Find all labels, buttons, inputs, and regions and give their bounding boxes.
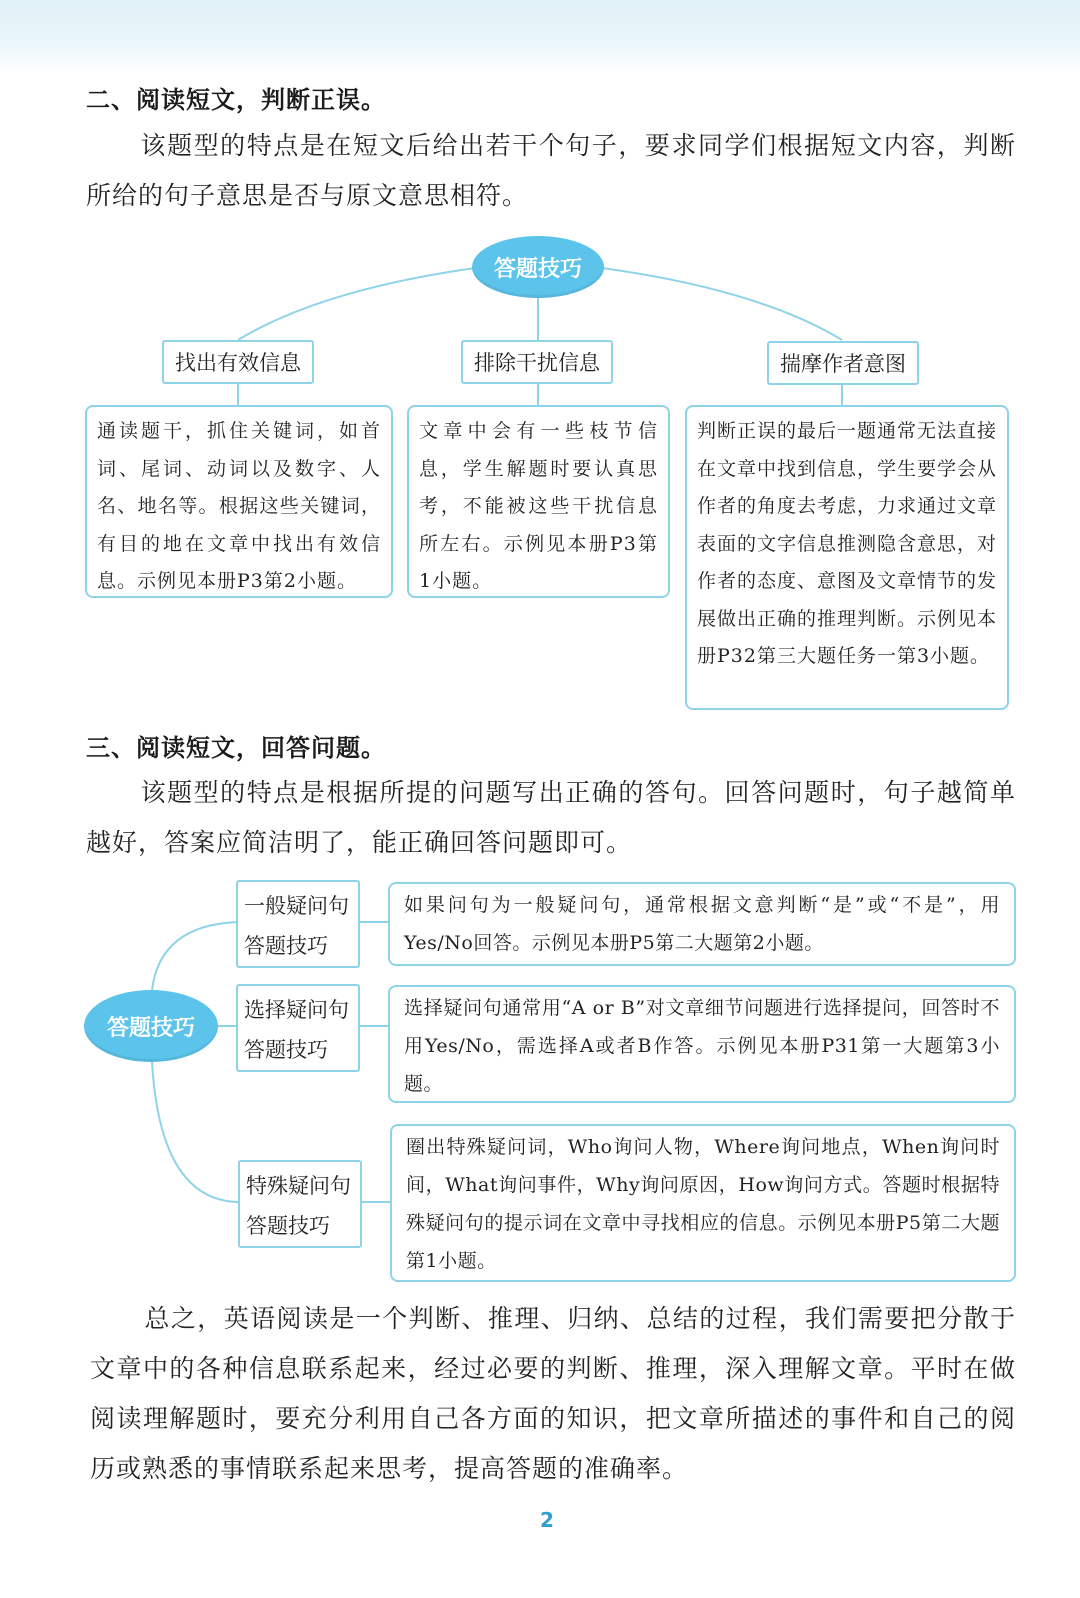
conclusion-paragraph — [90, 1294, 1016, 1494]
connector-s2-left — [238, 268, 475, 340]
section2-intro-text: 该题型的特点是在短文后给出若干个句子，要求同学们根据短文内容，判断所给的句子意思是否与原文意思相符。 — [86, 131, 1016, 210]
branch-label-choice-line2: 答题技巧 — [244, 1038, 328, 1062]
conclusion-text: 总之，英语阅读是一个判断、推理、归纳、总结的过程，我们需要把分散于文章中的各种信息联系起来，经过必要的判断、推理，深入理解文章。平时在做阅读理解题时，要充分利用自己各方面的知识，把文章所描述的事件和自己的阅历或熟悉的事情联系起来思考，提高答题的准确率。 — [90, 1304, 1016, 1483]
branch-label-yes-no-question — [236, 880, 360, 968]
page-number: 2 — [540, 1508, 554, 1532]
branch-box-exclude-info: 文章中会有一些枝节信息，学生解题时要认真思考，不能被这些干扰信息所左右。示例见本册P3第1小题。 — [407, 405, 670, 598]
branch-label-yes-no-line1: 一般疑问句 — [244, 894, 349, 918]
branch-box-find-info: 通读题干，抓住关键词，如首词、尾词、动词以及数字、人名、地名等。根据这些关键词，有目的地在文章中找出有效信息。示例见本册P3第2小题。 — [85, 405, 393, 598]
section3-intro-text: 该题型的特点是根据所提的问题写出正确的答句。回答问题时，句子越简单越好，答案应简洁明了，能正确回答问题即可。 — [86, 778, 1016, 857]
branch-label-choice-line1: 选择疑问句 — [244, 998, 349, 1022]
connector-s3-bottom — [152, 1062, 238, 1202]
section3-intro — [86, 768, 1016, 868]
branch-label-author-intent: 揣摩作者意图 — [767, 341, 919, 385]
branch-label-wh-question — [238, 1160, 362, 1248]
connector-s2-right — [602, 268, 842, 340]
section3-center-node: 答题技巧 — [84, 990, 218, 1062]
section2-intro — [86, 121, 1016, 221]
branch-label-wh-line2: 答题技巧 — [246, 1214, 330, 1238]
branch-label-find-info: 找出有效信息 — [162, 340, 314, 384]
connector-s3-top — [152, 922, 238, 990]
branch-label-exclude-info: 排除干扰信息 — [461, 340, 613, 384]
section2-heading: 二、阅读短文，判断正误。 — [86, 86, 386, 114]
section3-heading: 三、阅读短文，回答问题。 — [86, 734, 386, 762]
branch-label-choice-question — [236, 984, 360, 1072]
branch-label-yes-no-line2: 答题技巧 — [244, 934, 328, 958]
branch-box-choice-question: 选择疑问句通常用“A or B”对文章细节问题进行选择提问，回答时不用Yes/No，需选择A或者B作答。示例见本册P31第一大题第3小题。 — [388, 985, 1016, 1103]
branch-box-yes-no-question: 如果问句为一般疑问句，通常根据文意判断“是”或“不是”，用Yes/No回答。示例见本册P5第二大题第2小题。 — [388, 882, 1016, 966]
branch-box-wh-question: 圈出特殊疑问词，Who询问人物，Where询问地点，When询问时间，What询问事件，Why询问原因，How询问方式。答题时根据特殊疑问句的提示词在文章中寻找相应的信息。示例见本册P5第二大题第1小题。 — [390, 1124, 1016, 1282]
section2-center-node: 答题技巧 — [472, 236, 604, 298]
branch-label-wh-line1: 特殊疑问句 — [246, 1174, 351, 1198]
branch-box-author-intent: 判断正误的最后一题通常无法直接在文章中找到信息，学生要学会从作者的角度去考虑，力求通过文章表面的文字信息推测隐含意思，对作者的态度、意图及文章情节的发展做出正确的推理判断。示例见本册P32第三大题任务一第3小题。 — [685, 405, 1009, 710]
